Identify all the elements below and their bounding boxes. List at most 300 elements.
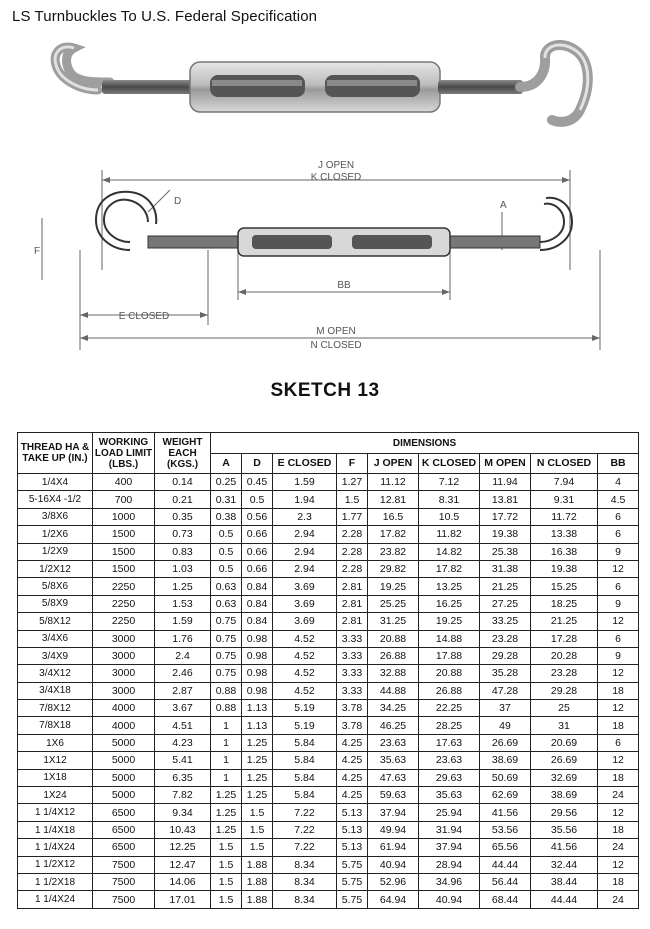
- header-dimensions: DIMENSIONS: [211, 433, 639, 454]
- cell-m-open: 50.69: [480, 769, 531, 786]
- cell-e-closed: 5.84: [273, 752, 337, 769]
- cell-load-limit: 3000: [93, 647, 155, 664]
- cell-weight: 10.43: [155, 821, 211, 838]
- cell-d: 1.88: [242, 873, 273, 890]
- cell-m-open: 26.69: [480, 734, 531, 751]
- cell-a: 1: [211, 752, 242, 769]
- cell-f: 4.25: [337, 769, 368, 786]
- cell-a: 0.31: [211, 491, 242, 508]
- label-m-open: M OPEN: [316, 326, 356, 337]
- cell-f: 2.81: [337, 595, 368, 612]
- table-row: [18, 560, 639, 577]
- table-row: [18, 752, 639, 769]
- cell-load-limit: 1500: [93, 526, 155, 543]
- cell-j-open: 46.25: [368, 717, 419, 734]
- cell-e-closed: 1.59: [273, 474, 337, 491]
- cell-n-closed: 7.94: [531, 474, 598, 491]
- table-row: [18, 856, 639, 873]
- cell-n-closed: 19.38: [531, 560, 598, 577]
- cell-thread: 1 1/4X24: [18, 839, 93, 856]
- cell-d: 0.66: [242, 543, 273, 560]
- header-n-closed: N CLOSED: [531, 454, 598, 474]
- cell-d: 1.13: [242, 700, 273, 717]
- cell-a: 0.63: [211, 578, 242, 595]
- cell-j-open: 40.94: [368, 856, 419, 873]
- cell-load-limit: 2250: [93, 613, 155, 630]
- cell-e-closed: 5.19: [273, 717, 337, 734]
- cell-d: 0.98: [242, 647, 273, 664]
- cell-thread: 1/2X9: [18, 543, 93, 560]
- cell-a: 0.5: [211, 560, 242, 577]
- cell-k-closed: 28.25: [419, 717, 480, 734]
- table-row: [18, 682, 639, 699]
- cell-load-limit: 3000: [93, 682, 155, 699]
- cell-n-closed: 29.56: [531, 804, 598, 821]
- cell-m-open: 68.44: [480, 891, 531, 908]
- cell-d: 0.45: [242, 474, 273, 491]
- cell-d: 0.66: [242, 560, 273, 577]
- cell-bb: 9: [598, 595, 639, 612]
- dimension-sketch: [30, 150, 630, 370]
- table-row: [18, 508, 639, 525]
- turnbuckle-photo: [40, 40, 610, 140]
- cell-k-closed: 20.88: [419, 665, 480, 682]
- cell-thread: 1X12: [18, 752, 93, 769]
- cell-k-closed: 28.94: [419, 856, 480, 873]
- cell-e-closed: 1.94: [273, 491, 337, 508]
- cell-load-limit: 5000: [93, 787, 155, 804]
- cell-k-closed: 22.25: [419, 700, 480, 717]
- cell-n-closed: 9.31: [531, 491, 598, 508]
- cell-weight: 1.03: [155, 560, 211, 577]
- cell-d: 0.84: [242, 595, 273, 612]
- cell-j-open: 52.96: [368, 873, 419, 890]
- cell-weight: 6.35: [155, 769, 211, 786]
- table-row: [18, 526, 639, 543]
- cell-bb: 6: [598, 734, 639, 751]
- cell-thread: 1/4X4: [18, 474, 93, 491]
- cell-f: 3.33: [337, 630, 368, 647]
- cell-bb: 9: [598, 543, 639, 560]
- cell-d: 0.98: [242, 665, 273, 682]
- cell-load-limit: 7500: [93, 856, 155, 873]
- cell-j-open: 35.63: [368, 752, 419, 769]
- header-e-closed: E CLOSED: [273, 454, 337, 474]
- cell-f: 3.33: [337, 647, 368, 664]
- cell-bb: 9: [598, 647, 639, 664]
- cell-bb: 24: [598, 891, 639, 908]
- cell-f: 5.75: [337, 873, 368, 890]
- header-k-closed: K CLOSED: [419, 454, 480, 474]
- cell-a: 0.63: [211, 595, 242, 612]
- cell-e-closed: 5.84: [273, 787, 337, 804]
- cell-weight: 0.73: [155, 526, 211, 543]
- label-a: A: [500, 200, 507, 211]
- cell-f: 5.13: [337, 821, 368, 838]
- specification-table: [17, 432, 639, 909]
- cell-bb: 18: [598, 717, 639, 734]
- cell-f: 4.25: [337, 787, 368, 804]
- cell-a: 1: [211, 769, 242, 786]
- cell-n-closed: 44.44: [531, 891, 598, 908]
- cell-load-limit: 400: [93, 474, 155, 491]
- cell-k-closed: 8.31: [419, 491, 480, 508]
- cell-thread: 5/8X12: [18, 613, 93, 630]
- table-row: [18, 787, 639, 804]
- cell-bb: 24: [598, 839, 639, 856]
- cell-m-open: 41.56: [480, 804, 531, 821]
- cell-e-closed: 7.22: [273, 804, 337, 821]
- cell-thread: 7/8X18: [18, 717, 93, 734]
- cell-k-closed: 26.88: [419, 682, 480, 699]
- table-row: [18, 595, 639, 612]
- cell-thread: 5-16X4 -1/2: [18, 491, 93, 508]
- cell-n-closed: 23.28: [531, 665, 598, 682]
- cell-a: 1.5: [211, 856, 242, 873]
- cell-a: 1: [211, 734, 242, 751]
- cell-e-closed: 8.34: [273, 873, 337, 890]
- cell-k-closed: 23.63: [419, 752, 480, 769]
- cell-f: 5.13: [337, 839, 368, 856]
- page-title: LS Turnbuckles To U.S. Federal Specification: [12, 8, 318, 25]
- cell-load-limit: 6500: [93, 804, 155, 821]
- table-row: [18, 543, 639, 560]
- cell-m-open: 19.38: [480, 526, 531, 543]
- cell-bb: 18: [598, 821, 639, 838]
- cell-j-open: 37.94: [368, 804, 419, 821]
- cell-j-open: 59.63: [368, 787, 419, 804]
- cell-n-closed: 32.44: [531, 856, 598, 873]
- cell-m-open: 33.25: [480, 613, 531, 630]
- cell-weight: 7.82: [155, 787, 211, 804]
- cell-bb: 12: [598, 856, 639, 873]
- cell-d: 0.84: [242, 578, 273, 595]
- cell-thread: 3/8X6: [18, 508, 93, 525]
- cell-k-closed: 11.82: [419, 526, 480, 543]
- cell-n-closed: 11.72: [531, 508, 598, 525]
- cell-bb: 6: [598, 526, 639, 543]
- cell-weight: 0.83: [155, 543, 211, 560]
- cell-load-limit: 3000: [93, 630, 155, 647]
- cell-bb: 6: [598, 630, 639, 647]
- cell-a: 1.25: [211, 804, 242, 821]
- cell-weight: 4.23: [155, 734, 211, 751]
- cell-d: 1.25: [242, 752, 273, 769]
- cell-e-closed: 3.69: [273, 578, 337, 595]
- cell-weight: 4.51: [155, 717, 211, 734]
- header-thread: THREAD HA & TAKE UP (IN.): [18, 433, 93, 474]
- cell-j-open: 34.25: [368, 700, 419, 717]
- cell-e-closed: 2.3: [273, 508, 337, 525]
- cell-n-closed: 20.28: [531, 647, 598, 664]
- cell-d: 0.98: [242, 630, 273, 647]
- cell-a: 0.25: [211, 474, 242, 491]
- cell-k-closed: 17.82: [419, 560, 480, 577]
- cell-j-open: 29.82: [368, 560, 419, 577]
- table-row: [18, 613, 639, 630]
- cell-n-closed: 16.38: [531, 543, 598, 560]
- label-bb: BB: [337, 280, 351, 291]
- cell-d: 0.98: [242, 682, 273, 699]
- cell-f: 1.27: [337, 474, 368, 491]
- cell-m-open: 62.69: [480, 787, 531, 804]
- cell-k-closed: 34.96: [419, 873, 480, 890]
- cell-k-closed: 25.94: [419, 804, 480, 821]
- cell-bb: 12: [598, 613, 639, 630]
- cell-f: 3.78: [337, 700, 368, 717]
- cell-k-closed: 17.88: [419, 647, 480, 664]
- cell-f: 2.81: [337, 613, 368, 630]
- cell-e-closed: 4.52: [273, 665, 337, 682]
- cell-n-closed: 25: [531, 700, 598, 717]
- cell-weight: 5.41: [155, 752, 211, 769]
- cell-thread: 3/4X6: [18, 630, 93, 647]
- cell-thread: 1 1/4X24: [18, 891, 93, 908]
- cell-m-open: 25.38: [480, 543, 531, 560]
- cell-f: 5.75: [337, 856, 368, 873]
- cell-d: 1.25: [242, 734, 273, 751]
- cell-thread: 3/4X9: [18, 647, 93, 664]
- cell-m-open: 13.81: [480, 491, 531, 508]
- cell-m-open: 37: [480, 700, 531, 717]
- cell-k-closed: 37.94: [419, 839, 480, 856]
- cell-load-limit: 5000: [93, 752, 155, 769]
- table-row: [18, 821, 639, 838]
- table-row: [18, 804, 639, 821]
- cell-weight: 3.67: [155, 700, 211, 717]
- cell-d: 1.5: [242, 839, 273, 856]
- cell-weight: 14.06: [155, 873, 211, 890]
- cell-k-closed: 13.25: [419, 578, 480, 595]
- table-row: [18, 647, 639, 664]
- cell-load-limit: 4000: [93, 700, 155, 717]
- cell-k-closed: 14.82: [419, 543, 480, 560]
- cell-j-open: 19.25: [368, 578, 419, 595]
- cell-m-open: 17.72: [480, 508, 531, 525]
- cell-thread: 1 1/2X18: [18, 873, 93, 890]
- cell-a: 0.75: [211, 647, 242, 664]
- cell-load-limit: 3000: [93, 665, 155, 682]
- cell-j-open: 20.88: [368, 630, 419, 647]
- cell-bb: 12: [598, 700, 639, 717]
- cell-n-closed: 41.56: [531, 839, 598, 856]
- cell-weight: 1.59: [155, 613, 211, 630]
- cell-load-limit: 1500: [93, 543, 155, 560]
- cell-f: 4.25: [337, 734, 368, 751]
- cell-thread: 1X6: [18, 734, 93, 751]
- cell-n-closed: 15.25: [531, 578, 598, 595]
- cell-e-closed: 2.94: [273, 543, 337, 560]
- cell-thread: 1/2X6: [18, 526, 93, 543]
- cell-bb: 12: [598, 665, 639, 682]
- cell-d: 0.5: [242, 491, 273, 508]
- cell-thread: 5/8X9: [18, 595, 93, 612]
- cell-f: 5.75: [337, 891, 368, 908]
- cell-m-open: 35.28: [480, 665, 531, 682]
- cell-m-open: 65.56: [480, 839, 531, 856]
- cell-load-limit: 700: [93, 491, 155, 508]
- cell-f: 1.77: [337, 508, 368, 525]
- cell-n-closed: 13.38: [531, 526, 598, 543]
- cell-k-closed: 17.63: [419, 734, 480, 751]
- cell-load-limit: 5000: [93, 769, 155, 786]
- cell-weight: 12.25: [155, 839, 211, 856]
- cell-bb: 6: [598, 508, 639, 525]
- table-row: [18, 891, 639, 908]
- cell-thread: 1 1/4X18: [18, 821, 93, 838]
- cell-a: 0.75: [211, 630, 242, 647]
- cell-n-closed: 18.25: [531, 595, 598, 612]
- cell-weight: 12.47: [155, 856, 211, 873]
- cell-load-limit: 5000: [93, 734, 155, 751]
- cell-d: 1.25: [242, 769, 273, 786]
- cell-a: 0.88: [211, 682, 242, 699]
- cell-m-open: 49: [480, 717, 531, 734]
- cell-thread: 1 1/2X12: [18, 856, 93, 873]
- cell-weight: 1.25: [155, 578, 211, 595]
- cell-a: 0.88: [211, 700, 242, 717]
- cell-k-closed: 29.63: [419, 769, 480, 786]
- cell-j-open: 25.25: [368, 595, 419, 612]
- cell-e-closed: 3.69: [273, 613, 337, 630]
- sketch-caption: SKETCH 13: [270, 380, 380, 401]
- cell-n-closed: 26.69: [531, 752, 598, 769]
- cell-d: 1.13: [242, 717, 273, 734]
- cell-e-closed: 5.84: [273, 769, 337, 786]
- cell-j-open: 16.5: [368, 508, 419, 525]
- cell-e-closed: 4.52: [273, 647, 337, 664]
- header-load-limit: WORKING LOAD LIMIT (LBS.): [93, 433, 155, 474]
- cell-n-closed: 31: [531, 717, 598, 734]
- cell-a: 1.5: [211, 873, 242, 890]
- cell-d: 0.56: [242, 508, 273, 525]
- cell-bb: 24: [598, 787, 639, 804]
- cell-n-closed: 20.69: [531, 734, 598, 751]
- cell-k-closed: 10.5: [419, 508, 480, 525]
- cell-a: 1.25: [211, 787, 242, 804]
- cell-f: 3.78: [337, 717, 368, 734]
- cell-bb: 12: [598, 752, 639, 769]
- cell-bb: 12: [598, 804, 639, 821]
- header-a: A: [211, 454, 242, 474]
- table-row: [18, 839, 639, 856]
- cell-j-open: 49.94: [368, 821, 419, 838]
- cell-weight: 0.21: [155, 491, 211, 508]
- cell-a: 0.75: [211, 665, 242, 682]
- cell-a: 0.5: [211, 543, 242, 560]
- cell-n-closed: 29.28: [531, 682, 598, 699]
- cell-e-closed: 5.84: [273, 734, 337, 751]
- cell-j-open: 44.88: [368, 682, 419, 699]
- cell-weight: 17.01: [155, 891, 211, 908]
- cell-weight: 0.14: [155, 474, 211, 491]
- cell-m-open: 44.44: [480, 856, 531, 873]
- cell-f: 1.5: [337, 491, 368, 508]
- cell-k-closed: 14.88: [419, 630, 480, 647]
- cell-thread: 1/2X12: [18, 560, 93, 577]
- cell-thread: 1X18: [18, 769, 93, 786]
- cell-f: 2.28: [337, 543, 368, 560]
- cell-bb: 4.5: [598, 491, 639, 508]
- cell-m-open: 38.69: [480, 752, 531, 769]
- cell-f: 3.33: [337, 682, 368, 699]
- cell-f: 2.81: [337, 578, 368, 595]
- cell-thread: 7/8X12: [18, 700, 93, 717]
- cell-thread: 5/8X6: [18, 578, 93, 595]
- label-f: F: [34, 246, 41, 257]
- cell-bb: 18: [598, 682, 639, 699]
- cell-e-closed: 3.69: [273, 595, 337, 612]
- cell-k-closed: 16.25: [419, 595, 480, 612]
- cell-k-closed: 31.94: [419, 821, 480, 838]
- cell-j-open: 12.81: [368, 491, 419, 508]
- cell-load-limit: 6500: [93, 821, 155, 838]
- cell-bb: 4: [598, 474, 639, 491]
- cell-f: 4.25: [337, 752, 368, 769]
- cell-bb: 12: [598, 560, 639, 577]
- cell-e-closed: 7.22: [273, 839, 337, 856]
- cell-j-open: 31.25: [368, 613, 419, 630]
- cell-bb: 6: [598, 578, 639, 595]
- cell-a: 0.75: [211, 613, 242, 630]
- label-d: D: [174, 196, 182, 207]
- cell-load-limit: 2250: [93, 595, 155, 612]
- header-j-open: J OPEN: [368, 454, 419, 474]
- cell-a: 1.25: [211, 821, 242, 838]
- header-weight: WEIGHT EACH (KGS.): [155, 433, 211, 474]
- cell-e-closed: 8.34: [273, 856, 337, 873]
- table-row: [18, 578, 639, 595]
- cell-weight: 0.35: [155, 508, 211, 525]
- header-d: D: [242, 454, 273, 474]
- cell-bb: 18: [598, 769, 639, 786]
- cell-k-closed: 35.63: [419, 787, 480, 804]
- cell-load-limit: 7500: [93, 873, 155, 890]
- cell-load-limit: 6500: [93, 839, 155, 856]
- cell-j-open: 61.94: [368, 839, 419, 856]
- header-m-open: M OPEN: [480, 454, 531, 474]
- cell-d: 1.5: [242, 821, 273, 838]
- cell-e-closed: 8.34: [273, 891, 337, 908]
- cell-f: 2.28: [337, 560, 368, 577]
- table-row: [18, 630, 639, 647]
- cell-n-closed: 32.69: [531, 769, 598, 786]
- cell-bb: 18: [598, 873, 639, 890]
- cell-d: 1.25: [242, 787, 273, 804]
- cell-f: 3.33: [337, 665, 368, 682]
- table-row: [18, 474, 639, 491]
- cell-d: 1.5: [242, 804, 273, 821]
- cell-m-open: 53.56: [480, 821, 531, 838]
- table-row: [18, 665, 639, 682]
- cell-d: 0.84: [242, 613, 273, 630]
- cell-j-open: 11.12: [368, 474, 419, 491]
- cell-m-open: 27.25: [480, 595, 531, 612]
- cell-thread: 3/4X12: [18, 665, 93, 682]
- cell-weight: 9.34: [155, 804, 211, 821]
- cell-load-limit: 1000: [93, 508, 155, 525]
- label-k-closed: K CLOSED: [310, 172, 362, 183]
- cell-m-open: 47.28: [480, 682, 531, 699]
- cell-n-closed: 38.44: [531, 873, 598, 890]
- table-row: [18, 873, 639, 890]
- cell-load-limit: 1500: [93, 560, 155, 577]
- cell-e-closed: 7.22: [273, 821, 337, 838]
- table-row: [18, 491, 639, 508]
- cell-j-open: 64.94: [368, 891, 419, 908]
- cell-n-closed: 35.56: [531, 821, 598, 838]
- cell-thread: 1X24: [18, 787, 93, 804]
